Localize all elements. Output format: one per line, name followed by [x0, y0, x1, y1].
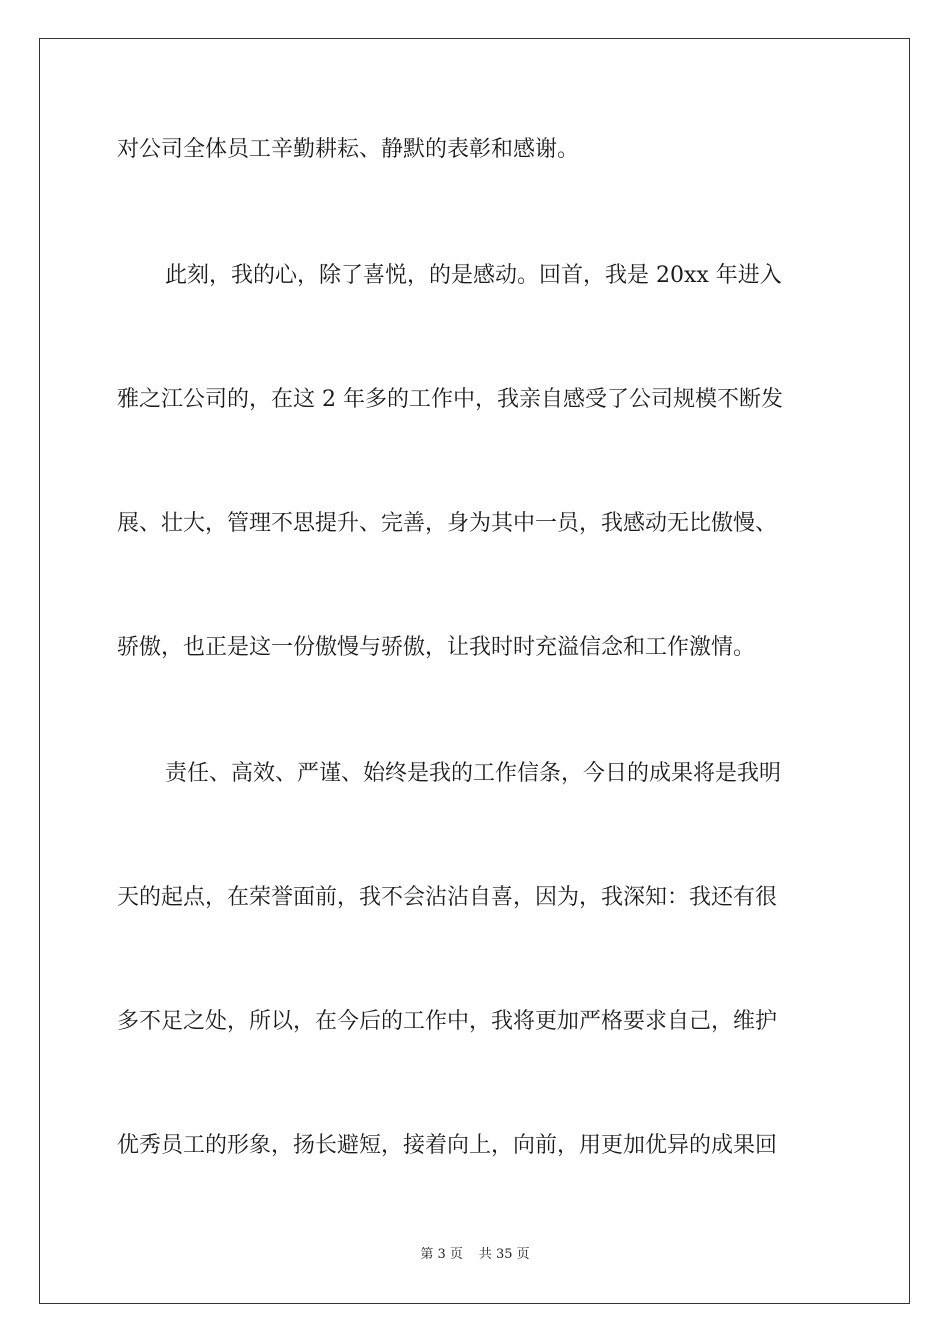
page-total: 共 35 页: [478, 1247, 530, 1262]
page-number: 第 3 页: [420, 1247, 463, 1262]
text-line-5: 骄傲，也正是这一份傲慢与骄傲，让我时时充溢信念和工作激情。: [117, 635, 756, 660]
text-line-8: 多不足之处，所以，在今后的工作中，我将更加严格要求自己，维护: [117, 1009, 778, 1034]
text-line-1: 对公司全体员工辛勤耕耘、静默的表彰和感谢。: [117, 137, 580, 162]
text-line-4: 展、壮大，管理不思提升、完善，身为其中一员，我感动无比傲慢、: [117, 511, 778, 536]
text-line-6: 责任、高效、严谨、始终是我的工作信条，今日的成果将是我明: [165, 761, 782, 786]
page-border: [39, 38, 910, 1304]
page-footer: [0, 1246, 950, 1264]
text-line-9: 优秀员工的形象，扬长避短，接着向上，向前，用更加优异的成果回: [117, 1133, 778, 1158]
text-line-3: 雅之江公司的，在这 2 年多的工作中，我亲自感受了公司规模不断发: [117, 387, 783, 412]
text-line-7: 天的起点，在荣誉面前，我不会沾沾自喜，因为，我深知：我还有很: [117, 885, 778, 910]
text-line-2: 此刻，我的心，除了喜悦，的是感动。回首，我是 20xx 年进入: [165, 263, 782, 288]
